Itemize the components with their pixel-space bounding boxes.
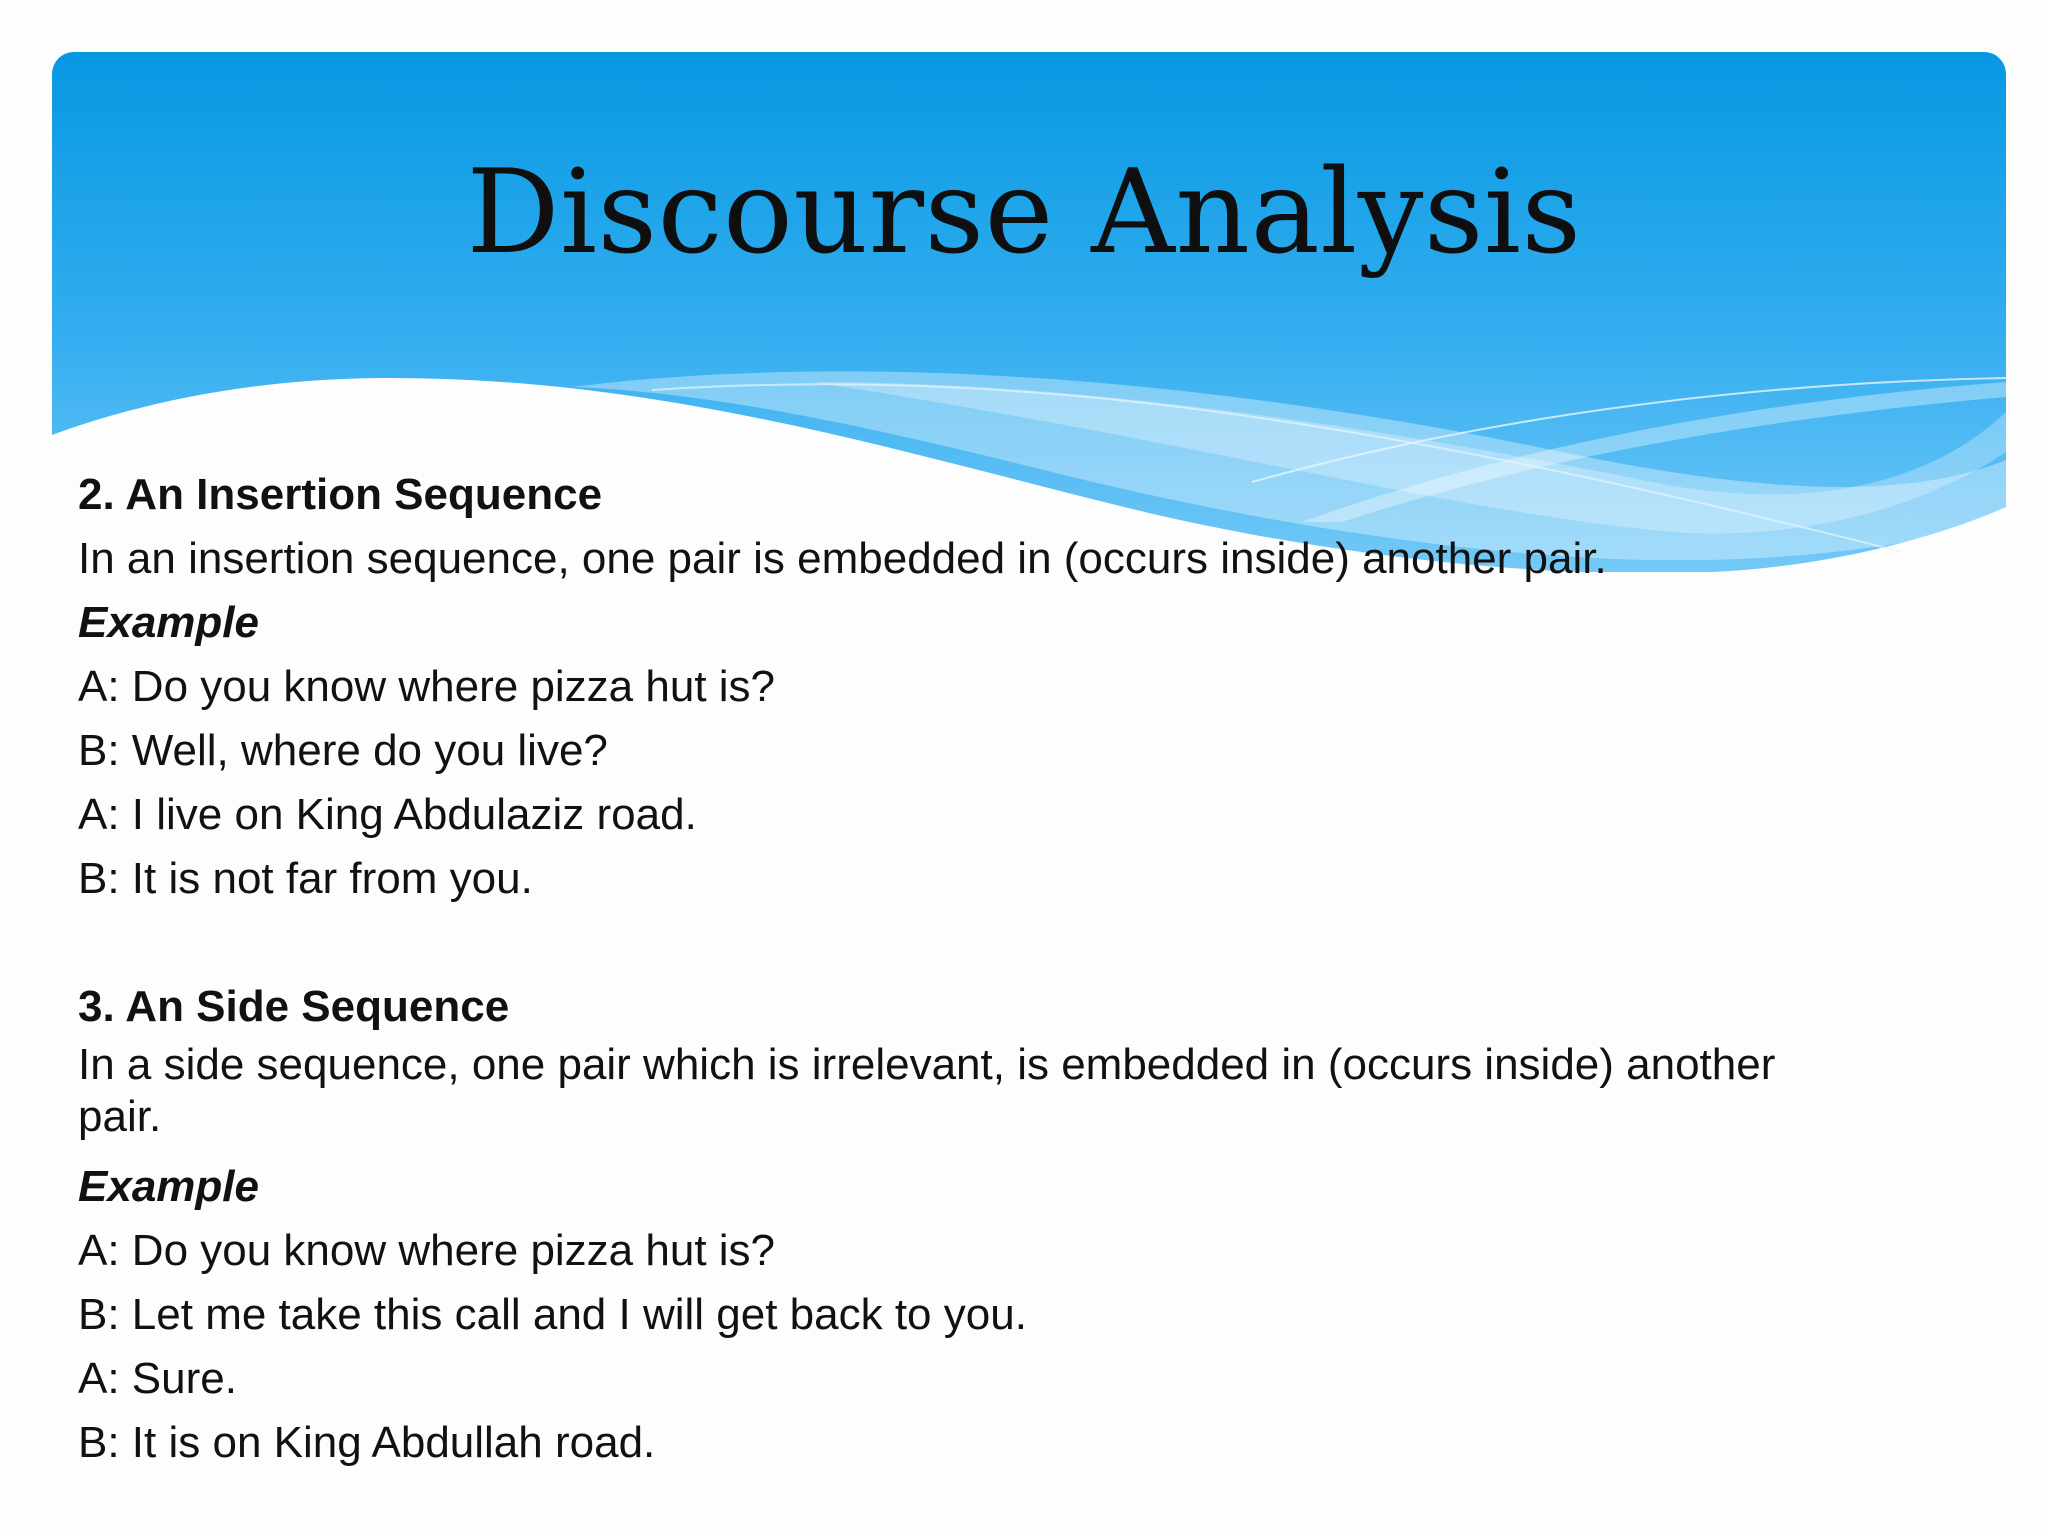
slide-title: Discourse Analysis (466, 145, 1582, 280)
slide-content (78, 463, 1958, 1475)
section-definition-insertion: In an insertion sequence, one pair is embedded in (occurs inside) another pair. (78, 534, 1607, 583)
dialogue-line: B: Well, where do you live? (78, 726, 608, 775)
example-label-side: Example (78, 1162, 259, 1211)
section-spacer (78, 911, 1958, 975)
dialogue-line: B: Let me take this call and I will get back to you. (78, 1290, 1027, 1339)
dialogue-line: A: Sure. (78, 1354, 237, 1403)
dialogue-line: B: It is not far from you. (78, 854, 533, 903)
section-heading-insertion: 2. An Insertion Sequence (78, 470, 603, 519)
example-label-insertion: Example (78, 598, 259, 647)
dialogue-line: A: Do you know where pizza hut is? (78, 662, 776, 711)
dialogue-line: A: I live on King Abdulaziz road. (78, 790, 697, 839)
definition-line: In a side sequence, one pair which is irrelevant, is embedded in (occurs inside) another (78, 1040, 1776, 1089)
dialogue-line: A: Do you know where pizza hut is? (78, 1226, 776, 1275)
section-heading-side: 3. An Side Sequence (78, 982, 510, 1031)
section-definition-side (78, 1039, 1958, 1155)
definition-line: pair. (78, 1092, 162, 1141)
dialogue-line: B: It is on King Abdullah road. (78, 1418, 656, 1467)
